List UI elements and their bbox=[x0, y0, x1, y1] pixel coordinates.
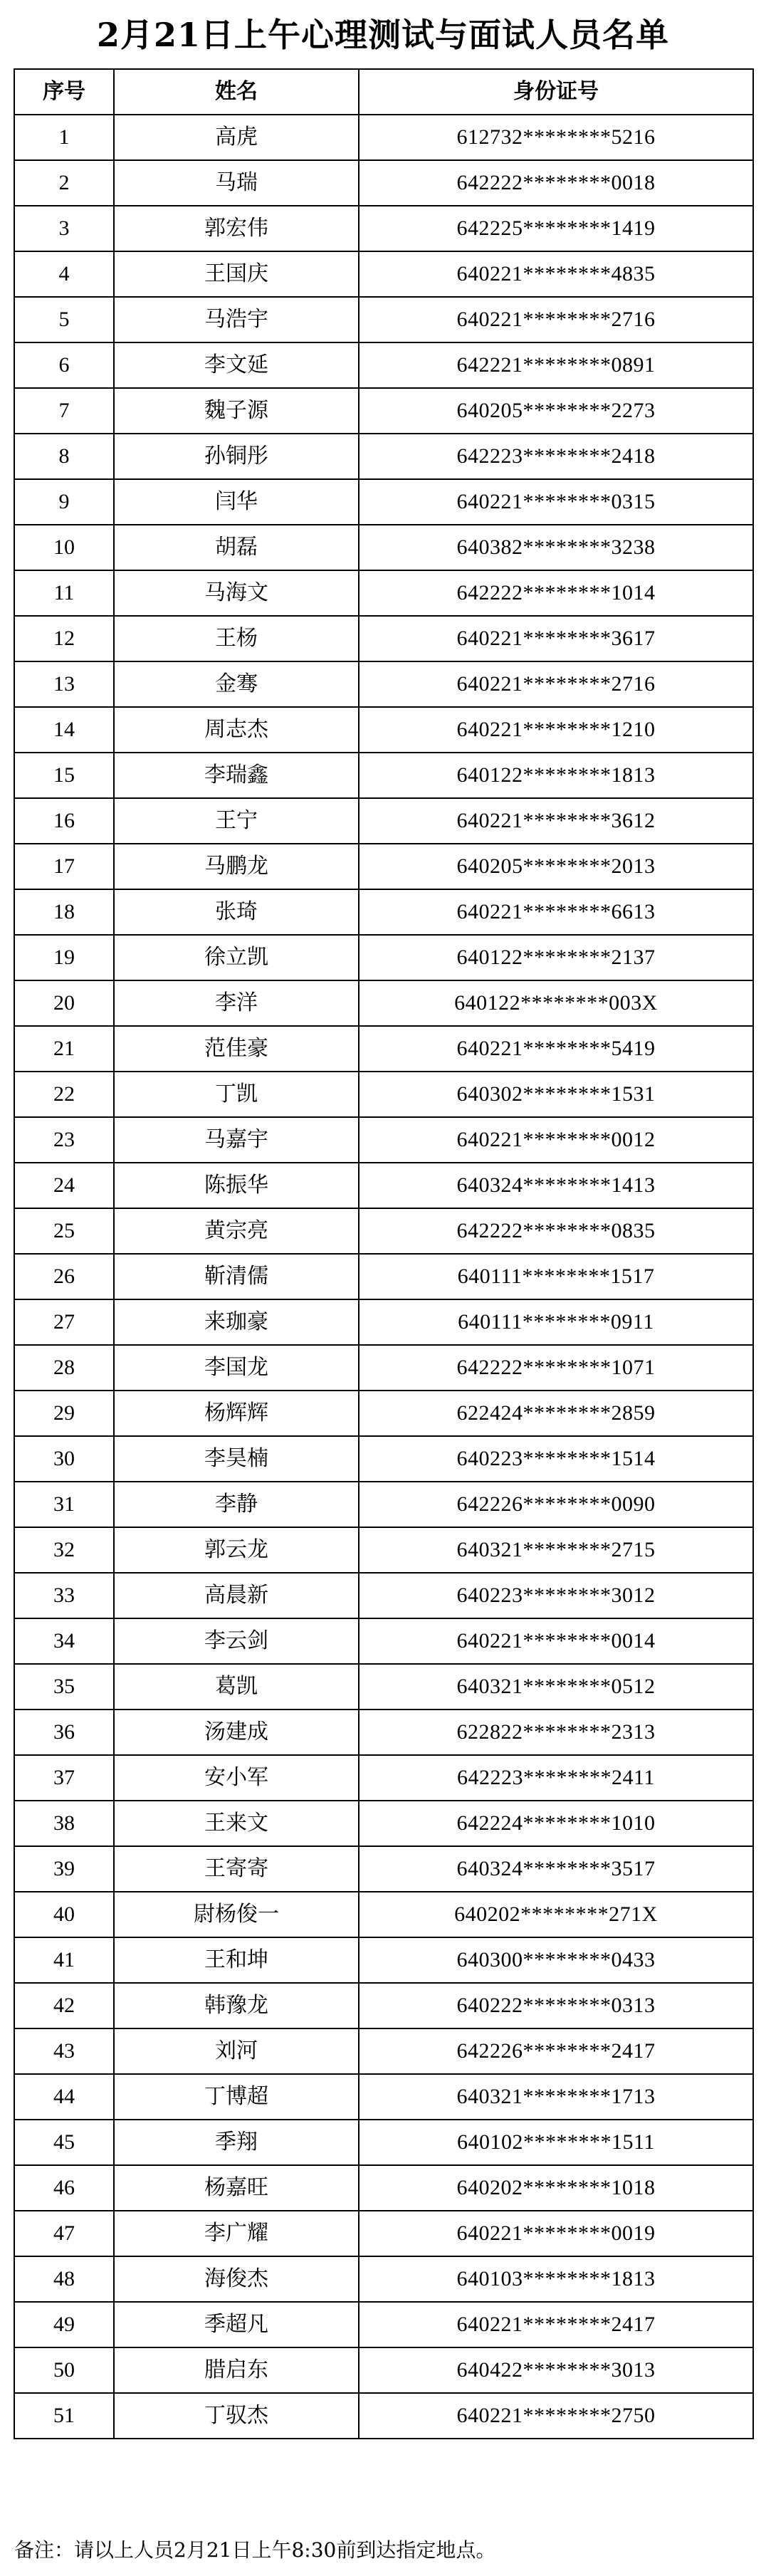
cell-name: 王杨 bbox=[114, 616, 359, 661]
table-row bbox=[14, 1299, 753, 1345]
cell-name: 丁博超 bbox=[114, 2074, 359, 2120]
cell-no: 34 bbox=[14, 1618, 114, 1664]
cell-id: 622424********2859 bbox=[359, 1391, 753, 1436]
table-row bbox=[14, 1026, 753, 1072]
cell-name: 刘河 bbox=[114, 2028, 359, 2074]
cell-no: 20 bbox=[14, 980, 114, 1026]
cell-id: 642222********0018 bbox=[359, 160, 753, 206]
cell-id: 640422********3013 bbox=[359, 2347, 753, 2393]
table-row bbox=[14, 2120, 753, 2165]
cell-name: 李昊楠 bbox=[114, 1436, 359, 1482]
cell-id: 640102********1511 bbox=[359, 2120, 753, 2165]
cell-name: 丁驭杰 bbox=[114, 2393, 359, 2439]
cell-no: 7 bbox=[14, 388, 114, 434]
cell-id: 640111********1517 bbox=[359, 1254, 753, 1299]
header-id: 身份证号 bbox=[359, 69, 753, 115]
table-row bbox=[14, 798, 753, 844]
cell-id: 640324********3517 bbox=[359, 1846, 753, 1892]
cell-name: 李文延 bbox=[114, 342, 359, 388]
cell-id: 612732********5216 bbox=[359, 115, 753, 160]
cell-name: 金骞 bbox=[114, 661, 359, 707]
cell-id: 642226********2417 bbox=[359, 2028, 753, 2074]
table-row bbox=[14, 342, 753, 388]
table-row bbox=[14, 251, 753, 297]
table-row bbox=[14, 1755, 753, 1801]
cell-name: 李静 bbox=[114, 1482, 359, 1527]
table-row bbox=[14, 2256, 753, 2302]
cell-name: 胡磊 bbox=[114, 525, 359, 570]
cell-no: 4 bbox=[14, 251, 114, 297]
cell-id: 640221********0014 bbox=[359, 1618, 753, 1664]
cell-name: 闫华 bbox=[114, 479, 359, 525]
cell-no: 31 bbox=[14, 1482, 114, 1527]
cell-name: 高晨新 bbox=[114, 1573, 359, 1618]
table-row bbox=[14, 889, 753, 935]
table-row bbox=[14, 980, 753, 1026]
cell-id: 640221********0315 bbox=[359, 479, 753, 525]
cell-id: 642223********2411 bbox=[359, 1755, 753, 1801]
cell-no: 28 bbox=[14, 1345, 114, 1391]
cell-name: 陈振华 bbox=[114, 1163, 359, 1208]
cell-no: 8 bbox=[14, 434, 114, 479]
table-row bbox=[14, 1664, 753, 1710]
cell-name: 周志杰 bbox=[114, 707, 359, 753]
cell-name: 李云剑 bbox=[114, 1618, 359, 1664]
cell-id: 640300********0433 bbox=[359, 1937, 753, 1983]
cell-id: 642225********1419 bbox=[359, 206, 753, 251]
table-row bbox=[14, 525, 753, 570]
cell-name: 来珈豪 bbox=[114, 1299, 359, 1345]
cell-name: 马浩宇 bbox=[114, 297, 359, 342]
table-row bbox=[14, 1391, 753, 1436]
cell-name: 尉杨俊一 bbox=[114, 1892, 359, 1937]
cell-no: 40 bbox=[14, 1892, 114, 1937]
cell-id: 642222********1071 bbox=[359, 1345, 753, 1391]
cell-id: 640122********2137 bbox=[359, 935, 753, 980]
cell-name: 季翔 bbox=[114, 2120, 359, 2165]
table-row bbox=[14, 2347, 753, 2393]
table-row bbox=[14, 297, 753, 342]
cell-id: 640221********2750 bbox=[359, 2393, 753, 2439]
cell-no: 51 bbox=[14, 2393, 114, 2439]
cell-name: 李国龙 bbox=[114, 1345, 359, 1391]
table-row bbox=[14, 206, 753, 251]
cell-name: 海俊杰 bbox=[114, 2256, 359, 2302]
cell-name: 魏子源 bbox=[114, 388, 359, 434]
cell-id: 642221********0891 bbox=[359, 342, 753, 388]
cell-no: 33 bbox=[14, 1573, 114, 1618]
cell-id: 640223********3012 bbox=[359, 1573, 753, 1618]
cell-name: 郭云龙 bbox=[114, 1527, 359, 1573]
cell-id: 642222********1014 bbox=[359, 570, 753, 616]
cell-name: 李广耀 bbox=[114, 2211, 359, 2256]
cell-no: 45 bbox=[14, 2120, 114, 2165]
table-row bbox=[14, 1163, 753, 1208]
cell-no: 27 bbox=[14, 1299, 114, 1345]
table-row bbox=[14, 935, 753, 980]
cell-no: 19 bbox=[14, 935, 114, 980]
cell-name: 王国庆 bbox=[114, 251, 359, 297]
table-row bbox=[14, 1482, 753, 1527]
header-name: 姓名 bbox=[114, 69, 359, 115]
cell-name: 王来文 bbox=[114, 1801, 359, 1846]
table-row bbox=[14, 434, 753, 479]
cell-name: 马瑞 bbox=[114, 160, 359, 206]
cell-id: 640221********5419 bbox=[359, 1026, 753, 1072]
table-row bbox=[14, 388, 753, 434]
cell-id: 640382********3238 bbox=[359, 525, 753, 570]
roster-body bbox=[14, 115, 753, 2439]
table-row bbox=[14, 616, 753, 661]
cell-name: 张琦 bbox=[114, 889, 359, 935]
table-row bbox=[14, 1937, 753, 1983]
table-row bbox=[14, 1846, 753, 1892]
cell-name: 杨嘉旺 bbox=[114, 2165, 359, 2211]
cell-id: 640221********3617 bbox=[359, 616, 753, 661]
cell-name: 季超凡 bbox=[114, 2302, 359, 2347]
cell-id: 640122********003X bbox=[359, 980, 753, 1026]
cell-id: 640321********2715 bbox=[359, 1527, 753, 1573]
cell-no: 13 bbox=[14, 661, 114, 707]
cell-id: 640221********2716 bbox=[359, 297, 753, 342]
cell-no: 30 bbox=[14, 1436, 114, 1482]
table-row bbox=[14, 753, 753, 798]
cell-id: 640221********6613 bbox=[359, 889, 753, 935]
cell-id: 640221********4835 bbox=[359, 251, 753, 297]
cell-no: 29 bbox=[14, 1391, 114, 1436]
cell-id: 640202********1018 bbox=[359, 2165, 753, 2211]
table-row bbox=[14, 1436, 753, 1482]
cell-id: 640221********2716 bbox=[359, 661, 753, 707]
cell-name: 靳清儒 bbox=[114, 1254, 359, 1299]
cell-no: 5 bbox=[14, 297, 114, 342]
cell-no: 6 bbox=[14, 342, 114, 388]
cell-no: 47 bbox=[14, 2211, 114, 2256]
table-row bbox=[14, 1892, 753, 1937]
table-header-row bbox=[14, 69, 753, 115]
cell-id: 642222********0835 bbox=[359, 1208, 753, 1254]
table-row bbox=[14, 2393, 753, 2439]
cell-no: 16 bbox=[14, 798, 114, 844]
table-row bbox=[14, 707, 753, 753]
document-title: 2月21日上午心理测试与面试人员名单 bbox=[96, 16, 670, 54]
cell-no: 15 bbox=[14, 753, 114, 798]
table-row bbox=[14, 1072, 753, 1117]
cell-no: 49 bbox=[14, 2302, 114, 2347]
cell-name: 范佳豪 bbox=[114, 1026, 359, 1072]
cell-id: 640321********1713 bbox=[359, 2074, 753, 2120]
cell-name: 黄宗亮 bbox=[114, 1208, 359, 1254]
table-row bbox=[14, 2074, 753, 2120]
cell-id: 640221********0019 bbox=[359, 2211, 753, 2256]
cell-name: 腊启东 bbox=[114, 2347, 359, 2393]
cell-name: 马海文 bbox=[114, 570, 359, 616]
cell-no: 39 bbox=[14, 1846, 114, 1892]
cell-id: 640321********0512 bbox=[359, 1664, 753, 1710]
cell-no: 46 bbox=[14, 2165, 114, 2211]
cell-name: 杨辉辉 bbox=[114, 1391, 359, 1436]
table-row bbox=[14, 1208, 753, 1254]
table-row bbox=[14, 661, 753, 707]
cell-no: 26 bbox=[14, 1254, 114, 1299]
header-no: 序号 bbox=[14, 69, 114, 115]
table-row bbox=[14, 1254, 753, 1299]
cell-no: 17 bbox=[14, 844, 114, 889]
cell-id: 640205********2273 bbox=[359, 388, 753, 434]
cell-name: 王和坤 bbox=[114, 1937, 359, 1983]
cell-name: 王宁 bbox=[114, 798, 359, 844]
cell-id: 640222********0313 bbox=[359, 1983, 753, 2028]
cell-no: 32 bbox=[14, 1527, 114, 1573]
cell-no: 44 bbox=[14, 2074, 114, 2120]
cell-no: 36 bbox=[14, 1710, 114, 1755]
cell-no: 41 bbox=[14, 1937, 114, 1983]
cell-id: 640221********0012 bbox=[359, 1117, 753, 1163]
cell-no: 50 bbox=[14, 2347, 114, 2393]
table-row bbox=[14, 844, 753, 889]
cell-no: 18 bbox=[14, 889, 114, 935]
cell-id: 640221********3612 bbox=[359, 798, 753, 844]
cell-name: 李洋 bbox=[114, 980, 359, 1026]
cell-id: 640223********1514 bbox=[359, 1436, 753, 1482]
cell-no: 37 bbox=[14, 1755, 114, 1801]
cell-id: 640111********0911 bbox=[359, 1299, 753, 1345]
cell-id: 640324********1413 bbox=[359, 1163, 753, 1208]
table-row bbox=[14, 1527, 753, 1573]
table-row bbox=[14, 1618, 753, 1664]
cell-no: 42 bbox=[14, 1983, 114, 2028]
cell-no: 3 bbox=[14, 206, 114, 251]
cell-no: 21 bbox=[14, 1026, 114, 1072]
cell-name: 马鹏龙 bbox=[114, 844, 359, 889]
cell-name: 高虎 bbox=[114, 115, 359, 160]
cell-name: 李瑞鑫 bbox=[114, 753, 359, 798]
table-row bbox=[14, 1983, 753, 2028]
cell-name: 韩豫龙 bbox=[114, 1983, 359, 2028]
cell-id: 642224********1010 bbox=[359, 1801, 753, 1846]
cell-name: 徐立凯 bbox=[114, 935, 359, 980]
table-row bbox=[14, 2302, 753, 2347]
cell-no: 11 bbox=[14, 570, 114, 616]
table-row bbox=[14, 115, 753, 160]
table-row bbox=[14, 570, 753, 616]
table-row bbox=[14, 2165, 753, 2211]
cell-no: 25 bbox=[14, 1208, 114, 1254]
cell-id: 640103********1813 bbox=[359, 2256, 753, 2302]
cell-id: 640205********2013 bbox=[359, 844, 753, 889]
cell-no: 1 bbox=[14, 115, 114, 160]
cell-id: 640202********271X bbox=[359, 1892, 753, 1937]
table-row bbox=[14, 1710, 753, 1755]
cell-name: 郭宏伟 bbox=[114, 206, 359, 251]
cell-name: 安小军 bbox=[114, 1755, 359, 1801]
table-row bbox=[14, 2028, 753, 2074]
table-row bbox=[14, 479, 753, 525]
table-row bbox=[14, 1801, 753, 1846]
cell-name: 孙铜彤 bbox=[114, 434, 359, 479]
cell-id: 640122********1813 bbox=[359, 753, 753, 798]
table-row bbox=[14, 1117, 753, 1163]
footnote: 备注：请以上人员2月21日上午8:30前到达指定地点。 bbox=[14, 2538, 496, 2562]
table-row bbox=[14, 2211, 753, 2256]
cell-no: 48 bbox=[14, 2256, 114, 2302]
cell-no: 38 bbox=[14, 1801, 114, 1846]
cell-no: 23 bbox=[14, 1117, 114, 1163]
cell-id: 642223********2418 bbox=[359, 434, 753, 479]
cell-no: 24 bbox=[14, 1163, 114, 1208]
cell-id: 640221********1210 bbox=[359, 707, 753, 753]
cell-id: 622822********2313 bbox=[359, 1710, 753, 1755]
cell-no: 2 bbox=[14, 160, 114, 206]
cell-no: 35 bbox=[14, 1664, 114, 1710]
cell-no: 14 bbox=[14, 707, 114, 753]
cell-no: 9 bbox=[14, 479, 114, 525]
cell-name: 马嘉宇 bbox=[114, 1117, 359, 1163]
cell-no: 43 bbox=[14, 2028, 114, 2074]
cell-no: 22 bbox=[14, 1072, 114, 1117]
cell-id: 640302********1531 bbox=[359, 1072, 753, 1117]
cell-name: 丁凯 bbox=[114, 1072, 359, 1117]
cell-no: 10 bbox=[14, 525, 114, 570]
cell-no: 12 bbox=[14, 616, 114, 661]
roster-table bbox=[14, 68, 754, 2439]
table-row bbox=[14, 1345, 753, 1391]
cell-name: 王寄寄 bbox=[114, 1846, 359, 1892]
cell-id: 642226********0090 bbox=[359, 1482, 753, 1527]
table-row bbox=[14, 160, 753, 206]
table-row bbox=[14, 1573, 753, 1618]
cell-name: 葛凯 bbox=[114, 1664, 359, 1710]
cell-id: 640221********2417 bbox=[359, 2302, 753, 2347]
cell-name: 汤建成 bbox=[114, 1710, 359, 1755]
